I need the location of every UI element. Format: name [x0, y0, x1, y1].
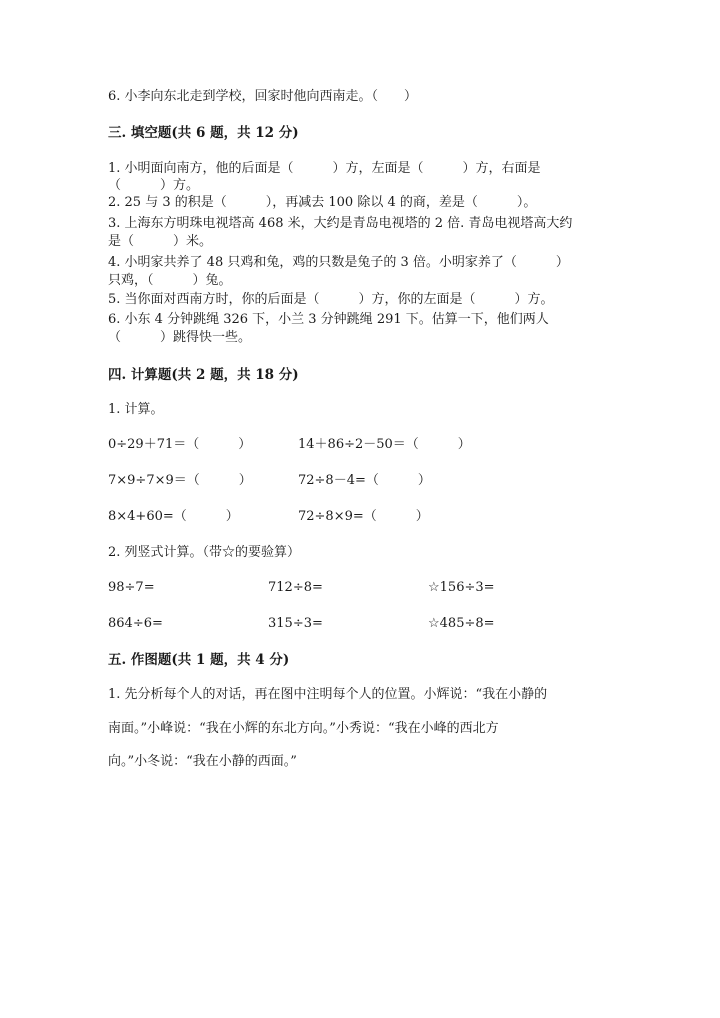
- vertical-calc-item: 98÷7=: [108, 580, 155, 595]
- fill-question-line: （ ）跳得快一些。: [108, 330, 252, 345]
- section-4-heading: 四. 计算题(共 2 题，共 18 分): [108, 367, 299, 383]
- fill-question-line: 3. 上海东方明珠电视塔高 468 米，大约是青岛电视塔的 2 倍. 青岛电视塔高大约: [108, 216, 573, 231]
- fill-question-line: 5. 当你面对西南方时，你的后面是（ ）方，你的左面是（ ）方。: [108, 292, 554, 307]
- fill-question-line: 只鸡，（ ）兔。: [108, 273, 232, 288]
- fill-question-line: （ ）方。: [108, 178, 200, 193]
- calc-item: 72÷8－4=（ ）: [298, 473, 431, 488]
- vertical-calc-item: 315÷3=: [268, 616, 323, 631]
- calc-question-2-label: 2. 列竖式计算。（带☆的要验算）: [108, 545, 301, 560]
- calc-question-1-label: 1. 计算。: [108, 402, 164, 417]
- calc-item: 72÷8×9=（ ）: [298, 509, 429, 524]
- calc-item: 8×4+60=（ ）: [108, 509, 239, 524]
- question-6-true-false: 6. 小李向东北走到学校，回家时他向西南走。（ ）: [108, 89, 418, 104]
- fill-question-line: 是（ ）米。: [108, 234, 213, 249]
- vertical-calc-item: ☆156÷3=: [428, 580, 495, 595]
- drawing-question-line: 1. 先分析每个人的对话，再在图中注明每个人的位置。小辉说：“我在小静的: [108, 687, 548, 702]
- calc-item: 7×9÷7×9＝（ ）: [108, 473, 252, 488]
- vertical-calc-item: ☆485÷8=: [428, 616, 495, 631]
- fill-question-line: 4. 小明家共养了 48 只鸡和兔，鸡的只数是兔子的 3 倍。小明家养了（ ）: [108, 255, 569, 270]
- fill-question-line: 6. 小东 4 分钟跳绳 326 下，小兰 3 分钟跳绳 291 下。估算一下，他们两人: [108, 312, 549, 327]
- section-5-heading: 五. 作图题(共 1 题，共 4 分): [108, 652, 290, 668]
- vertical-calc-item: 864÷6=: [108, 616, 163, 631]
- calc-item: 14＋86÷2－50＝（ ）: [298, 437, 471, 452]
- fill-question-line: 1. 小明面向南方，他的后面是（ ）方，左面是（ ）方，右面是: [108, 161, 541, 176]
- vertical-calc-item: 712÷8=: [268, 580, 323, 595]
- drawing-question-line: 南面。”小峰说：“我在小辉的东北方向。”小秀说：“我在小峰的西北方: [108, 721, 499, 736]
- fill-question-line: 2. 25 与 3 的积是（ ），再减去 100 除以 4 的商，差是（ ）。: [108, 195, 537, 210]
- drawing-question-line: 向。”小冬说：“我在小静的西面。”: [108, 754, 297, 769]
- section-3-heading: 三. 填空题(共 6 题，共 12 分): [108, 125, 299, 141]
- calc-item: 0÷29＋71＝（ ）: [108, 437, 252, 452]
